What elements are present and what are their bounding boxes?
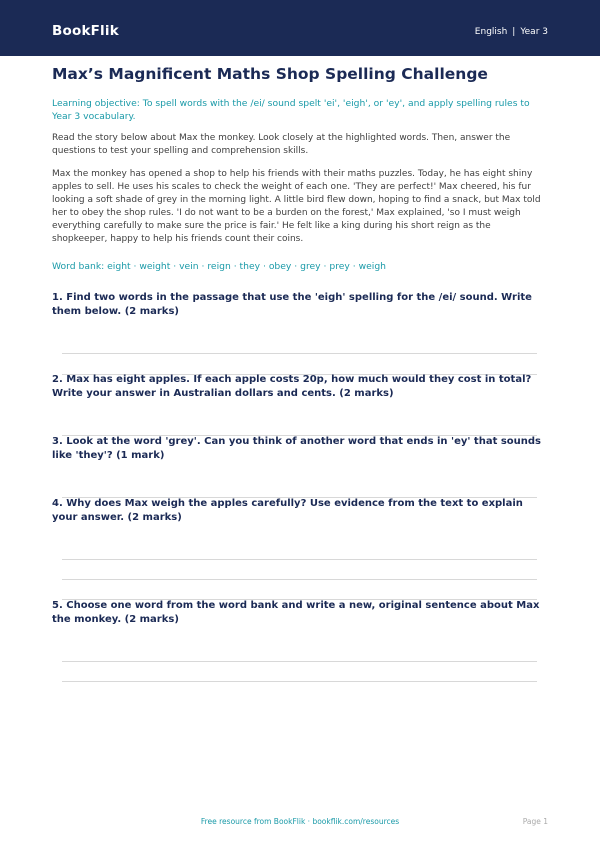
learning-objective: Learning objective: To spell words with the /ei/ sound spelt 'ei', 'eigh', or 'ey', and apply spelling rules to Year 3 vocabulary. bbox=[52, 98, 530, 122]
answer-line[interactable] bbox=[62, 681, 537, 682]
answer-line[interactable] bbox=[62, 661, 537, 662]
question-4: 4. Why does Max weigh the apples carefully? Use evidence from the text to explain your answer. (2 marks) bbox=[52, 498, 523, 523]
subject-label: English bbox=[474, 27, 508, 37]
answer-line[interactable] bbox=[62, 559, 537, 560]
story-passage: Max the monkey has opened a shop to help his friends with their maths puzzles. Today, he has eight shiny apples to sell. He uses his scales to check the weight of each one. 'They are perfect!' Max cheered, his fur looking a soft shade of grey in the morning light. A little bird flew down, hoping to find a snack, but Max told her to obey the shop rules. 'I do not want to be a burden on the forest,' Max explained, 'so I must weigh everything carefully to make sure the price is fair.' He felt like a king during his short reign as the shopkeeper, happy to help his friends count their coins. bbox=[52, 169, 541, 244]
question-5: 5. Choose one word from the word bank and write a new, original sentence about Max the monkey. (2 marks) bbox=[52, 600, 540, 625]
page-title: Max’s Magnificent Maths Shop Spelling Challenge bbox=[52, 65, 488, 83]
question-3: 3. Look at the word 'grey'. Can you think of another word that ends in 'ey' that sounds like 'they'? (1 mark) bbox=[52, 436, 542, 461]
page-header bbox=[0, 0, 600, 56]
brand-logo[interactable]: BookFlik bbox=[52, 23, 119, 39]
footer-credit[interactable]: Free resource from BookFlik · bookflik.com/resources bbox=[200, 817, 400, 826]
question-2: 2. Max has eight apples. If each apple costs 20p, how much would they cost in total? Write your answer in Australian dollars and cents. (2 marks) bbox=[52, 374, 532, 399]
instructions: Read the story below about Max the monkey. Look closely at the highlighted words. Then, answer the questions to test your spelling and comprehension skills. bbox=[52, 133, 511, 156]
word-bank: Word bank: eight · weight · vein · reign · they · obey · grey · prey · weigh bbox=[52, 261, 387, 272]
meta-separator: | bbox=[512, 27, 516, 37]
header-meta bbox=[475, 27, 548, 37]
page-number: Page 1 bbox=[522, 817, 548, 826]
answer-line[interactable] bbox=[62, 579, 537, 580]
answer-line[interactable] bbox=[62, 353, 537, 354]
question-1: 1. Find two words in the passage that use the 'eigh' spelling for the /ei/ sound. Write them below. (2 marks) bbox=[52, 292, 532, 317]
year-label: Year 3 bbox=[520, 27, 548, 37]
